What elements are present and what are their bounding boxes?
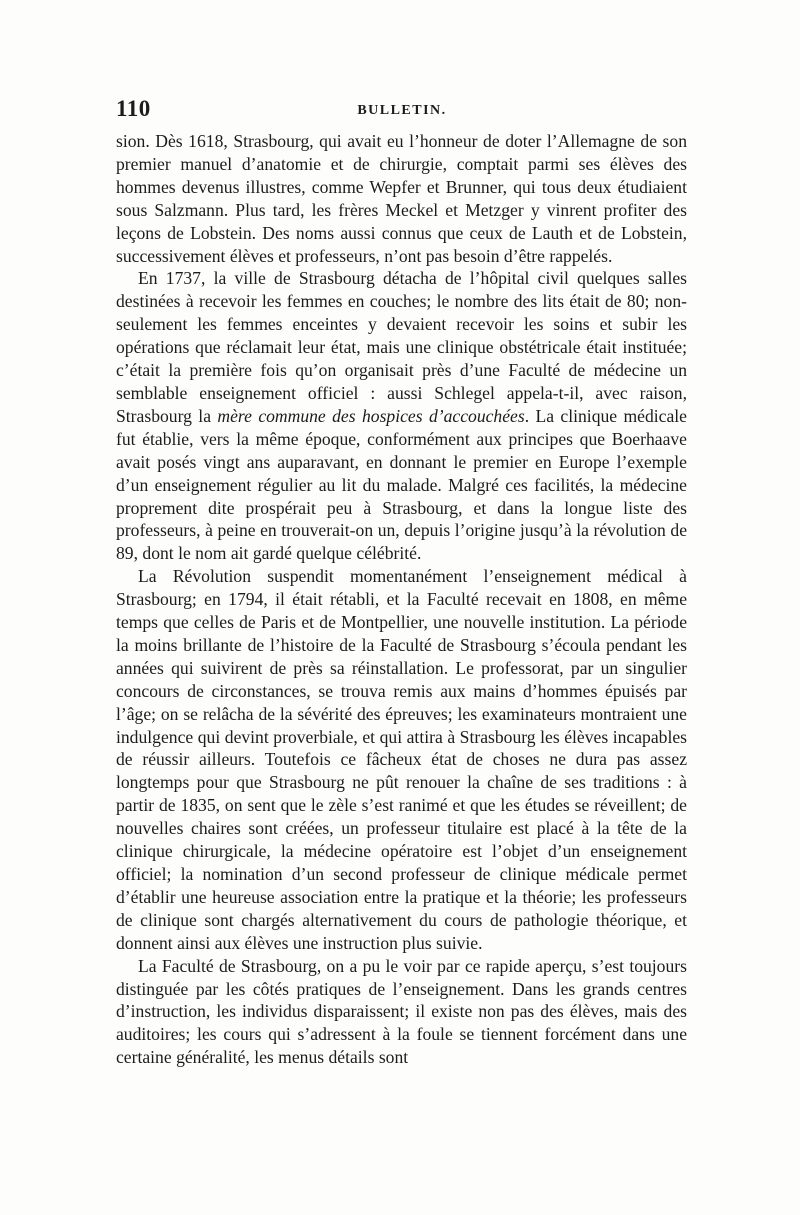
italic-phrase: mère commune des hospices d’accouchées xyxy=(217,405,525,426)
paragraph-text: La Faculté de Strasbourg, on a pu le voir par ce rapide aperçu, s’est toujours distinguée par les côtés pratiques de l’enseignement. Dans les grands centres d’instruction, les individus disparaissent; il existe non pas des élèves, mais des auditoires; les cours qui s’adressent à la foule se tiennent forcément dans une certaine généralité, les menus détails sont xyxy=(116,955,687,1068)
running-head xyxy=(116,96,688,126)
running-title: BULLETIN. xyxy=(357,103,447,118)
paragraph-text: sion. Dès 1618, Strasbourg, qui avait eu l’honneur de doter l’Allemagne de son premier manuel d’anatomie et de chirurgie, comptait parmi ses élèves des hommes devenus illustres, comme Wepfer et Brunner, qui tous deux étudiaient sous Salzmann. Plus tard, les frères Meckel et Metzger y vinrent profiter des leçons de Lobstein. Des noms aussi connus que ceux de Lauth et de Lobstein, successivement élèves et professeurs, n’ont pas besoin d’être rappelés. xyxy=(116,131,687,266)
paragraph-practical-teaching xyxy=(116,955,687,1070)
body-text xyxy=(116,130,687,1069)
paragraph-continuation xyxy=(116,130,687,267)
paragraph-maternity-clinic xyxy=(116,267,687,565)
paragraph-revolution xyxy=(116,565,687,954)
page-number: 110 xyxy=(116,96,151,121)
paragraph-text: La Révolution suspendit momentanément l’enseignement médical à Strasbourg; en 1794, il était rétabli, et la Faculté recevait en 1808, en même temps que celles de Paris et de Montpellier, une nouvelle institution. La période la moins brillante de l’histoire de la Faculté de Strasbourg s’écoula pendant les années qui suivirent de près sa réinstallation. Le professorat, par un singulier concours de circonstances, se trouva remis aux mains d’hommes épuisés par l’âge; on se relâcha de la sévérité des épreuves; les examinateurs montraient une indulgence qui devint proverbiale, et qui attira à Strasbourg les élèves incapables de réussir ailleurs. Toutefois ce fâcheux état de choses ne dura pas assez longtemps pour que Strasbourg ne pût renouer la chaîne de ses traditions : à partir de 1835, on sent que le zèle s’est ranimé et que les études se réveillent; de nouvelles chaires sont créées, un professeur titulaire est placé à la tête de la clinique chirurgicale, la médecine opératoire est l’objet d’un enseignement officiel; la nomination d’un second professeur de clinique médicale permet d’établir une heureuse association entre la pratique et la théorie; les professeurs de clinique sont chargés alternativement du cours de pathologie théorique, et donnent ainsi aux élèves une instruction plus suivie. xyxy=(116,566,687,953)
paragraph-text: . La clinique médicale fut établie, vers la même époque, conformément aux principes que Boerhaave avait posés vingt ans auparavant, en donnant le premier en Europe l’exemple d’un enseignement régulier au lit du malade. Malgré ces facilités, la médecine proprement dite prospérait peu à Strasbourg, et dans la longue liste des professeurs, à peine en trouverait-on un, depuis l’origine jusqu’à la révolution de 89, dont le nom ait gardé quelque célébrité. xyxy=(116,405,687,564)
paragraph-text: En 1737, la ville de Strasbourg détacha de l’hôpital civil quelques salles destinées à recevoir les femmes en couches; le nombre des lits était de 80; non-seulement les femmes enceintes y devaient recevoir les soins et subir les opérations que réclamait leur état, mais une clinique obstétricale était instituée; c’était la première fois qu’on organisait près d’une Faculté de médecine un semblable enseignement officiel : aussi Schlegel appela-t-il, avec raison, Strasbourg la xyxy=(116,268,687,426)
